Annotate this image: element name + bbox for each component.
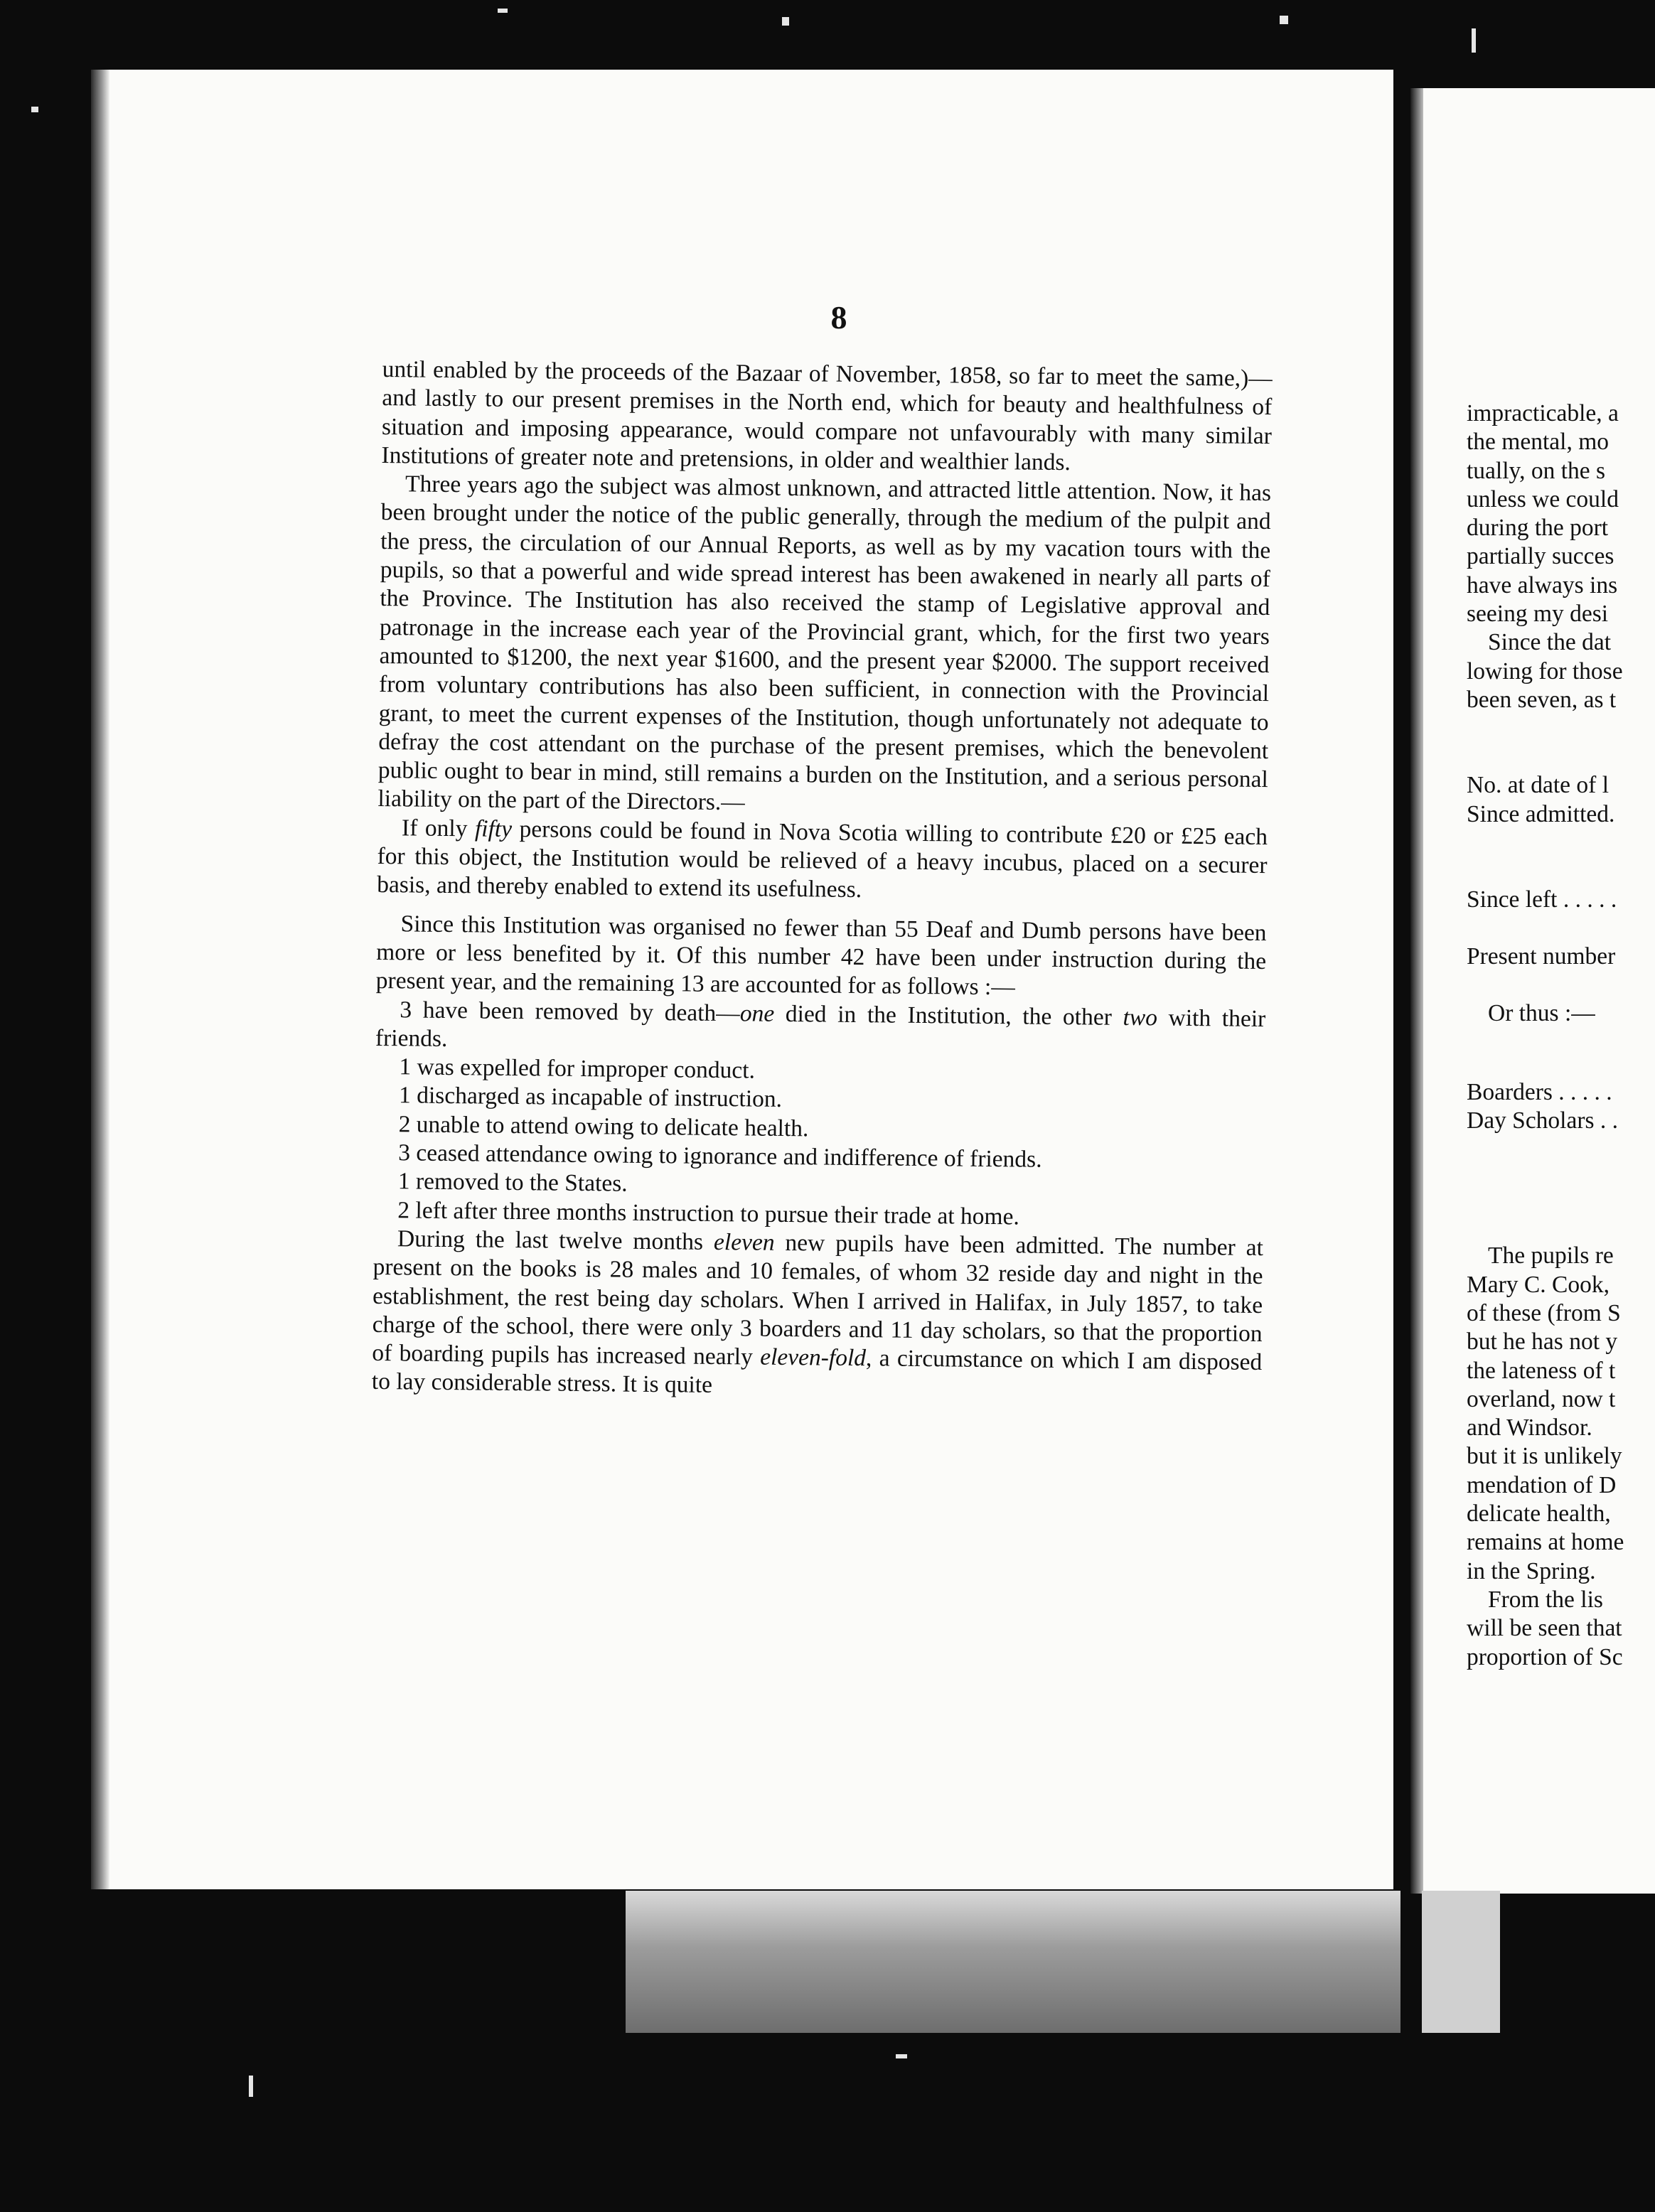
page-fold-shadow (1410, 88, 1423, 1894)
right-line: will be seen that (1467, 1615, 1622, 1642)
page-gutter-shadow (91, 70, 109, 1889)
continued-paragraph: until enabled by the proceeds of the Bazaar of November, 1858, so far to meet the same,)—and lastly to our present premises in the North end, which for beauty and healthfulness of situation and imposing appearance, would compare not unfavourably with many similar Institutions of greater note and pretensions, in older and wealthier lands. (381, 355, 1273, 476)
right-line: No. at date of l (1467, 772, 1610, 799)
right-line: the mental, mo (1467, 429, 1610, 456)
dust-speck (31, 107, 38, 112)
list-item-health: 2 unable to attend owing to delicate health. (398, 1111, 809, 1142)
right-line: proportion of Sc (1467, 1643, 1623, 1670)
list-item-expelled: 1 was expelled for improper conduct. (399, 1053, 756, 1084)
list-item-discharged: 1 discharged as incapable of instruction. (398, 1082, 783, 1113)
page-stub-bottom (626, 1891, 1400, 2033)
right-line: but it is unlikely (1467, 1443, 1622, 1470)
right-line: seeing my desi (1467, 601, 1609, 628)
right-line: but he has not y (1467, 1328, 1618, 1355)
right-line-since-left: Since left . . . . . (1467, 886, 1617, 913)
list-item-states: 1 removed to the States. (397, 1168, 628, 1197)
dust-speck (249, 2076, 253, 2097)
right-line: in the Spring. (1467, 1557, 1596, 1584)
right-line: Mary C. Cook, (1467, 1271, 1610, 1298)
right-line: Since admitted. (1467, 800, 1615, 827)
right-line: unless we could (1467, 485, 1619, 512)
dust-speck (782, 17, 789, 26)
list-item-death: 3 have been removed by death—one died in the Institution, the other two with their friends. (375, 996, 1266, 1052)
right-line-present: Present number (1467, 943, 1616, 970)
right-line: mendation of D (1467, 1471, 1617, 1498)
paragraph-fifty-persons: If only fifty persons could be found in Nova Scotia willing to contribute £20 or £25 each for this object, the Institution would be relieved of a heavy incubus, placed on a securer basis, and thereby enabled to extend its usefulness. (377, 815, 1268, 903)
right-page-text (1467, 399, 1655, 1672)
right-line: overland, now t (1467, 1385, 1616, 1412)
right-line: delicate health, (1467, 1500, 1611, 1528)
right-line: been seven, as t (1467, 686, 1617, 713)
paragraph-three-years: Three years ago the subject was almost unknown, and attracted little attention. Now, it has been brought under the notice of the public generally, through the medium of the pulpit and the press, the circulation of our Annual Reports, as well as by my vacation tours with the pupils, so that a powerful and wide spread interest has been awakened in nearly all parts of the Province. The Institution has also received the stamp of Legislative approval and patronage in the increase each year of the Provincial grant, which, for the first two years amounted to $1200, the next year $1600, and the present year $2000. The support received from voluntary contributions has also been sufficient, in connection with the Provincial grant, to meet the current expenses of the Institution, though unfortunately not adequate to defray the cost attendant on the purchase of the present premises, which the benevolent public ought to bear in mind, still remains a burden on the Institution, and a serious personal liability on the part of the Directors.— (377, 471, 1272, 816)
page-number: 8 (830, 299, 847, 335)
right-line: during the port (1467, 515, 1609, 542)
main-text (372, 355, 1273, 1406)
right-line-or-thus: Or thus :— (1488, 1000, 1595, 1027)
right-line: have always ins (1467, 571, 1618, 598)
dust-speck (1472, 28, 1476, 53)
dust-speck (896, 2054, 907, 2058)
right-line-day-scholars: Day Scholars . . (1467, 1107, 1619, 1134)
page-stub-right (1422, 1891, 1500, 2033)
right-line: remains at home (1467, 1529, 1624, 1556)
list-item-trade: 2 left after three months instruction to pursue their trade at home. (397, 1196, 1020, 1230)
list-item-ignorance: 3 ceased attendance owing to ignorance and indifference of friends. (398, 1139, 1042, 1173)
right-line: Since the dat (1488, 629, 1612, 656)
right-line: lowing for those (1467, 657, 1623, 684)
right-line: tually, on the s (1467, 457, 1606, 484)
right-line: partially succes (1467, 543, 1614, 570)
right-line: the lateness of t (1467, 1357, 1616, 1384)
paragraph-since-organised: Since this Institution was organised no fewer than 55 Deaf and Dumb persons have been more or less benefited by it. Of this number 42 have been under instruction during the present year, and the remaining 13 are accounted for as follows :— (375, 910, 1267, 1001)
right-line: From the lis (1488, 1586, 1603, 1613)
dust-speck (498, 9, 508, 13)
right-line: impracticable, a (1467, 400, 1619, 426)
right-line-boarders: Boarders . . . . . (1467, 1078, 1612, 1105)
paragraph-last-twelve-months: During the last twelve months eleven new pupils have been admitted. The number at present on the books is 28 males and 10 females, of whom 32 reside day and night in the establishment, the rest being day scholars. When I arrived in Halifax, in July 1857, to take charge of the school, there were only 3 boarders and 11 day scholars, so that the proportion of boarding pupils has increased nearly eleven-fold, a circumstance on which I am disposed to lay considerable stress. It is quite (371, 1225, 1264, 1399)
dust-speck (1280, 16, 1288, 24)
right-line: of these (from S (1467, 1299, 1621, 1326)
right-line: The pupils re (1488, 1242, 1614, 1269)
right-line: and Windsor. (1467, 1414, 1592, 1441)
